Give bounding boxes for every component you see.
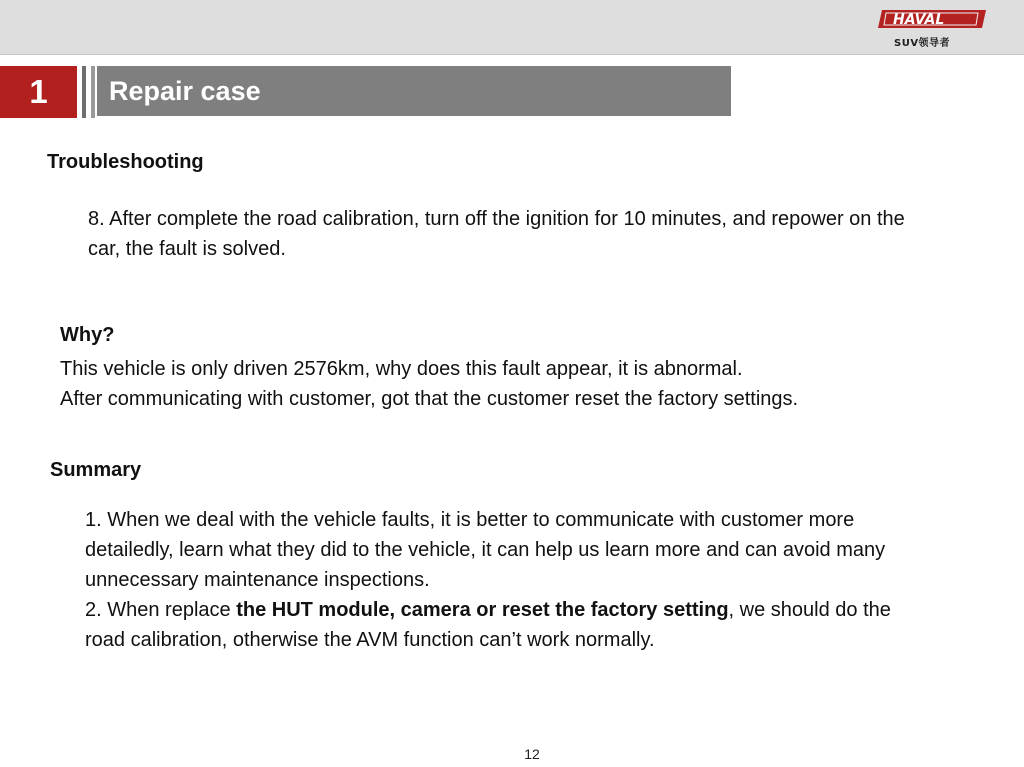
summary-item-1: 1. When we deal with the vehicle faults, it is better to communicate with customer more detailedly, learn what they did to the vehicle, it can help us learn more and can avoid many unnecessary maintenance inspections. (85, 509, 886, 591)
summary-item-2 (85, 595, 935, 655)
why-line-1: This vehicle is only driven 2576km, why does this fault appear, it is abnormal. (60, 358, 743, 380)
section-title-bar: Repair case (97, 66, 731, 116)
summary-item-2-prefix: 2. When replace (85, 599, 237, 621)
section-number-badge: 1 (0, 66, 77, 118)
troubleshooting-item: 8. After complete the road calibration, turn off the ignition for 10 minutes, and repower on the car, the fault is solved. (88, 208, 905, 260)
header-divider-left (82, 66, 86, 118)
header-divider-right (91, 66, 95, 118)
summary-heading: Summary (50, 459, 142, 481)
haval-logo-tagline: SUV领导者 (894, 38, 951, 49)
haval-logo (878, 8, 990, 48)
page-number: 12 (524, 746, 540, 762)
why-heading: Why? (60, 324, 115, 346)
summary-item-2-emphasis: the HUT module, camera or reset the factory setting (236, 599, 729, 621)
why-line-2: After communicating with customer, got that the customer reset the factory settings. (60, 388, 799, 410)
top-header-band (0, 0, 1024, 55)
haval-logo-text: HAVAL (893, 12, 945, 28)
summary-item-2-suffix: , we should do the road calibration, otherwise the AVM function can’t work normally. (85, 599, 891, 651)
troubleshooting-heading: Troubleshooting (47, 151, 204, 173)
haval-logo-mark (878, 8, 986, 30)
